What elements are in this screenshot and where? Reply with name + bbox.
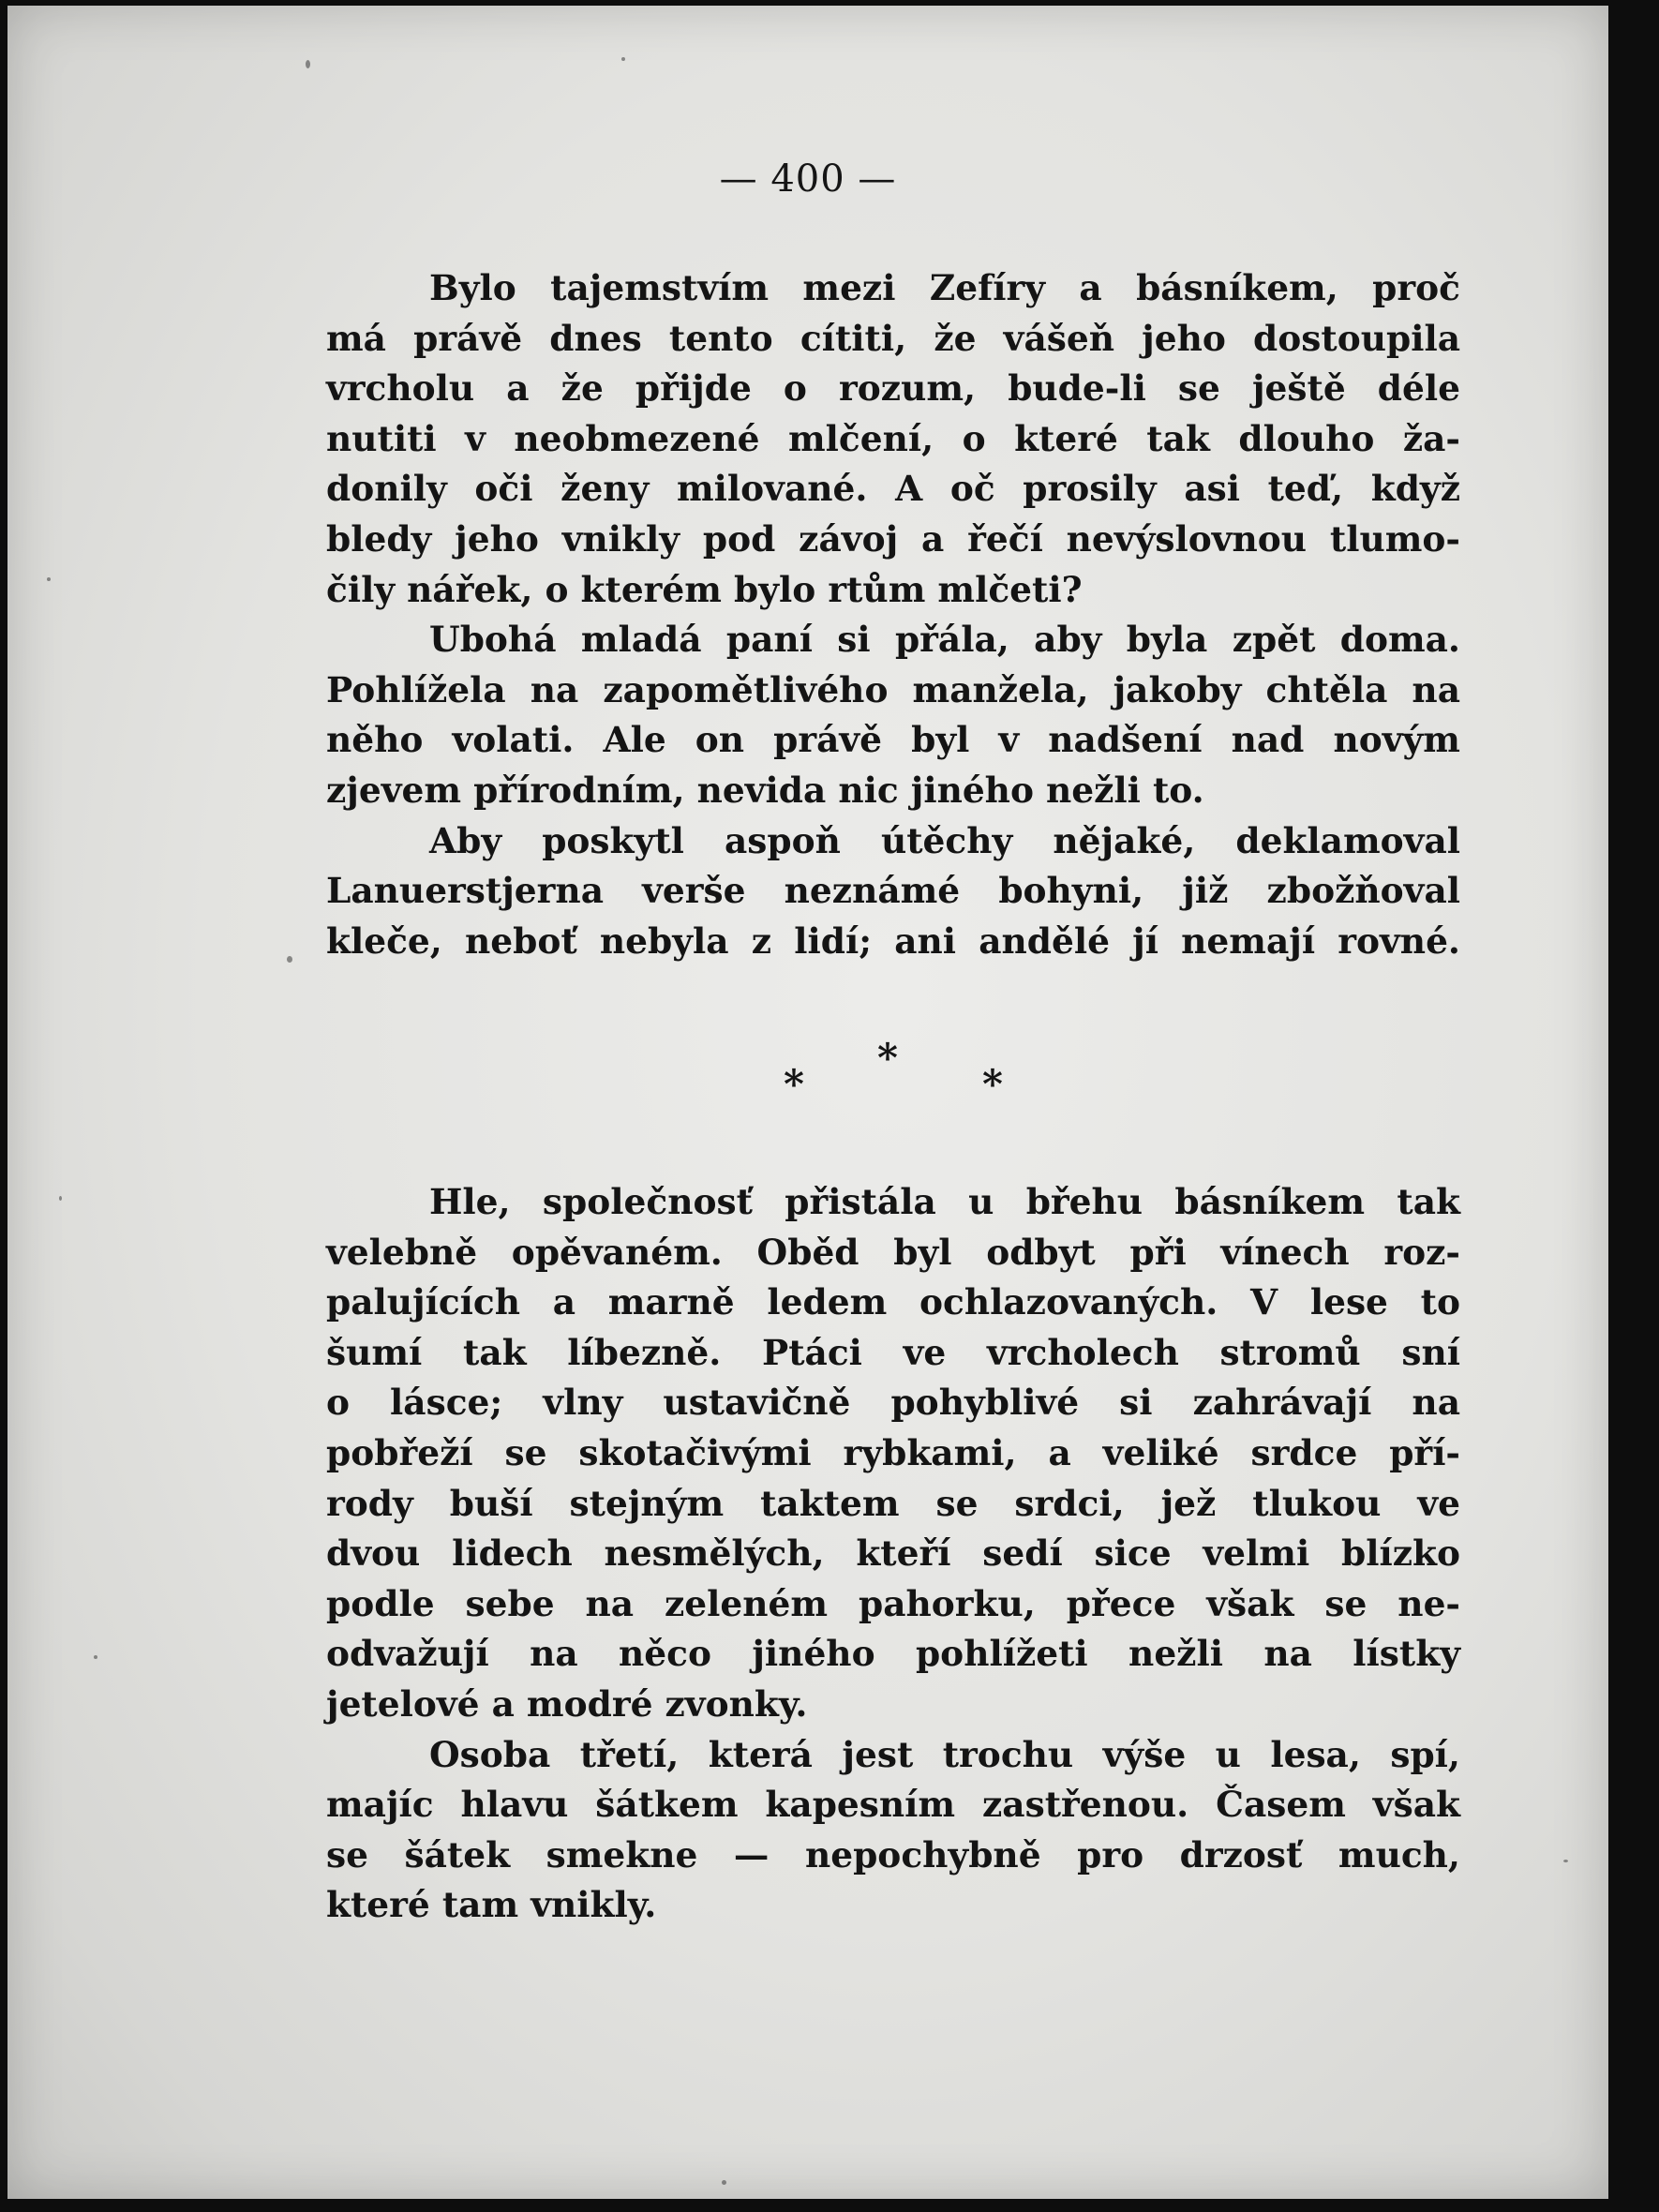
paper-speck xyxy=(1563,1860,1568,1862)
separator-asterisk: * xyxy=(784,1061,804,1107)
text-section-two xyxy=(326,1177,1460,1931)
text-line: Pohlížela na zapomětlivého manžela, jakoby chtěla na xyxy=(326,668,1460,710)
text-line: pobřeží se skotačivými rybkami, a veliké srdce pří- xyxy=(326,1431,1460,1473)
text-line: šumí tak líbezně. Ptáci ve vrcholech stromů sní xyxy=(326,1331,1460,1373)
text-line: nutiti v neobmezené mlčení, o které tak dlouho ža- xyxy=(326,417,1460,459)
text-line: se šátek smekne — nepochybně pro drzosť much, xyxy=(326,1833,1460,1876)
text-line: dvou lidech nesmělých, kteří sedí sice velmi blízko xyxy=(326,1532,1460,1575)
text-line: vrcholu a že přijde o rozum, bude-li se ještě déle xyxy=(326,367,1460,410)
paper-speck xyxy=(306,60,310,68)
text-section-one xyxy=(326,263,1460,966)
text-line: Hle, společnosť přistála u břehu básníkem tak xyxy=(429,1181,1460,1222)
text-line: velebně opěvaném. Oběd byl odbyt při vínech roz- xyxy=(326,1231,1460,1273)
paper-speck xyxy=(59,1196,62,1201)
separator-asterisk: * xyxy=(877,1035,898,1081)
text-line: podle sebe na zeleném pahorku, přece však se ne- xyxy=(326,1582,1460,1624)
text-line: čily nářek, o kterém bylo rtům mlčeti? xyxy=(326,568,1083,610)
text-line: kleče, neboť nebyla z lidí; ani andělé jí nemají rovné. xyxy=(326,919,1460,962)
text-line: Lanuerstjerna verše neznámé bohyni, již zbožňoval xyxy=(326,870,1460,912)
text-line: Osoba třetí, která jest trochu výše u lesa, spí, xyxy=(429,1733,1460,1775)
text-line: něho volati. Ale on právě byl v nadšení nad novým xyxy=(326,719,1460,761)
text-line: rody buší stejným taktem se srdci, jež tlukou ve xyxy=(326,1482,1460,1524)
paper-speck xyxy=(722,2180,726,2185)
text-line: odvažují na něco jiného pohlížeti nežli na lístky xyxy=(326,1633,1460,1675)
paper-speck xyxy=(287,956,292,963)
book-page xyxy=(7,6,1608,2199)
text-line: Ubohá mladá paní si přála, aby byla zpět doma. xyxy=(429,619,1460,661)
separator-asterisk: * xyxy=(982,1061,1003,1107)
paper-speck xyxy=(94,1655,97,1659)
text-line: Aby poskytl aspoň útěchy nějaké, deklamoval xyxy=(429,819,1460,861)
text-line: palujících a marně ledem ochlazovaných. V lese to xyxy=(326,1281,1460,1323)
text-line: má právě dnes tento cítiti, že vášeň jeho dostoupila xyxy=(326,317,1460,359)
text-line: zjevem přírodním, nevida nic jiného nežli to. xyxy=(326,769,1204,811)
text-line: donily oči ženy milované. A oč prosily asi teď, když xyxy=(326,468,1460,510)
paper-speck xyxy=(47,577,51,581)
text-line: o lásce; vlny ustavičně pohyblivé si zahrávají na xyxy=(326,1382,1460,1424)
text-line: Bylo tajemstvím mezi Zefíry a básníkem, proč xyxy=(429,267,1460,308)
text-line: které tam vnikly. xyxy=(326,1884,657,1926)
page-number: — 400 — xyxy=(719,157,897,201)
text-line: majíc hlavu šátkem kapesním zastřenou. Časem však xyxy=(326,1784,1460,1826)
paper-speck xyxy=(621,57,625,61)
text-line: jetelové a modré zvonky. xyxy=(326,1682,808,1725)
text-line: bledy jeho vnikly pod závoj a řečí nevýslovnou tlumo- xyxy=(326,517,1460,560)
